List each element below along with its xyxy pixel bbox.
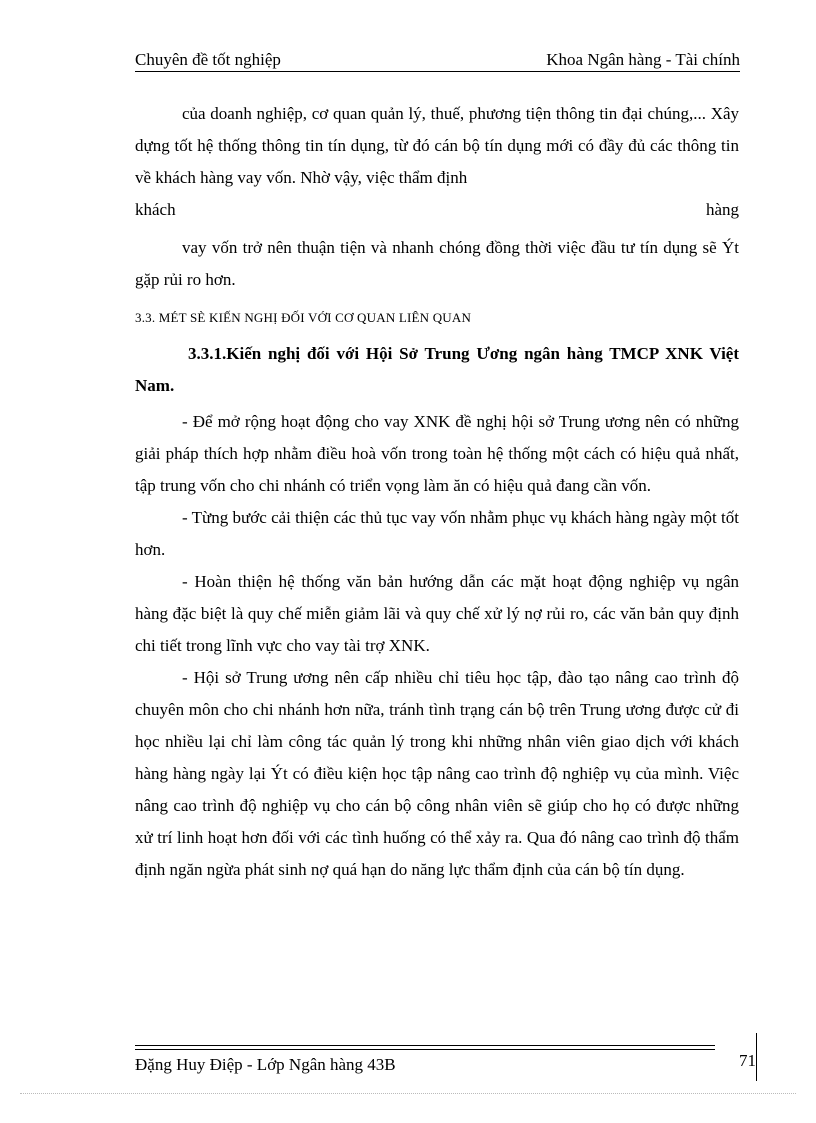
p1-line-1: của doanh nghiệp, cơ quan quản lý, thuế, phương tiện thông tin đại [182,104,643,123]
page-number: 71 [739,1051,756,1070]
p1-split-right: hàng [705,200,739,219]
header-left-title: Chuyên đề tốt nghiệp [135,50,281,69]
bullet-paragraph: - Hoàn thiện hệ thống văn bản hướng dẫn các mặt hoạt động nghiệp vụ ngân hàng đặc biệt là quy chế miễn giảm lãi và quy chế xử lý nợ rủi ro, các văn bản quy định chi tiết trong lĩnh vực cho vay tài trợ XNK. [135,572,739,655]
section-heading: 3.3. MÉT SÈ KIẾN NGHỊ ĐỐI VỚI CƠ QUAN LIÊN QUAN [135,310,472,325]
page-bottom-border [20,1093,796,1094]
bullet-paragraph: - Hội sở Trung ương nên cấp nhiều chỉ tiêu học tập, đào tạo nâng cao trình độ chuyên môn cho chi nhánh hơn nữa, tránh tình trạng cán bộ trên Trung ương được cử đi học nhiều lại chỉ làm công tác quản lý trong khi những nhân viên giao dịch với khách hàng hàng ngày lại Ýt có điều kiện học tập nâng cao trình độ nghiệp vụ của mình. Việc nâng cao trình độ nghiệp vụ cho cán bộ công nhân viên sẽ giúp cho họ có được những xử trí linh hoạt hơn đối với các tình huống có thể xảy ra. Qua đó nâng cao trình độ thẩm định ngăn ngừa phát sinh nợ quá hạn do năng lực thẩm định của cán bộ tín dụng. [135,668,739,879]
p1-line-3: có đầy đủ các thông tin về khách hàng vay vốn. Nhờ vậy, việc thẩm định [135,136,739,187]
body-text [135,98,739,886]
p1-split-left: khách [135,200,176,219]
footer-rule-bottom [135,1049,715,1050]
subheading: 3.3.1.Kiến nghị đối với Hội Sở Trung Ương ngân hàng TMCP XNK Việt Nam. [135,344,739,395]
footer-author: Đặng Huy Điệp - Lớp Ngân hàng 43B [135,1055,396,1074]
bullet-paragraph: - Từng bước cải thiện các thủ tục vay vốn nhằm phục vụ khách hàng ngày một tốt hơn. [135,508,739,559]
footer-vertical-rule [756,1033,757,1081]
bullet-paragraph: - Để mở rộng hoạt động cho vay XNK đề nghị hội sở Trung ương nên có những giải pháp thích hợp nhằm điều hoà vốn trong toàn hệ thống một cách có hiệu quả nhất, tập trung vốn cho chi nhánh có triển vọng làm ăn có hiệu quả đang cần vốn. [135,412,739,495]
paragraph-continuation [135,98,739,194]
page-header [135,48,740,72]
header-rule [135,71,740,72]
p1-line-2: chúng,... Xây dựng tốt hệ thống thông tin tín dụng, từ đó cán bộ tín dụng mới [135,104,740,155]
paragraph-2: vay vốn trở nên thuận tiện và nhanh chóng đồng thời việc đầu tư tín dụng sẽ Ýt gặp rủi ro hơn. [135,238,739,289]
p1-split-line [135,194,739,226]
header-right-title: Khoa Ngân hàng - Tài chính [546,50,740,69]
footer-rule-top [135,1045,715,1046]
